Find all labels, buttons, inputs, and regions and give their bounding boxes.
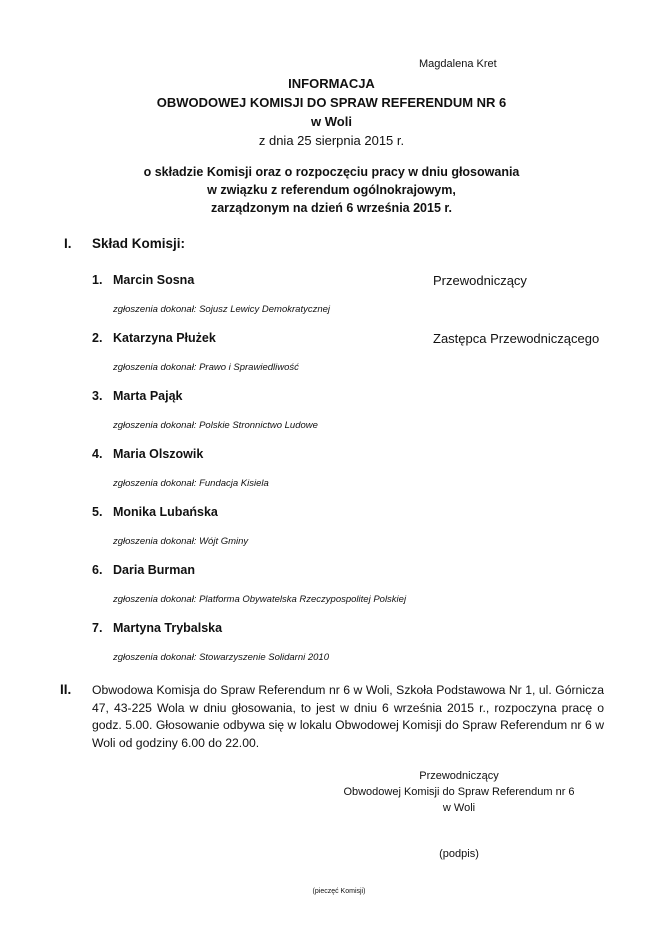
member-role: Przewodniczący [433,273,527,288]
member-name: Martyna Trybalska [113,621,223,635]
signature-placeholder: (podpis) [439,848,479,860]
member-submitter: zgłoszenia dokonał: Wójt Gminy [113,536,249,547]
member-number: 3. [92,389,103,403]
member-number: 4. [92,447,103,461]
subtitle-line-3: zarządzonym na dzień 6 września 2015 r. [210,201,453,215]
signature-location: w Woli [442,802,476,814]
member-name: Monika Lubańska [113,505,218,519]
member-name: Marta Pająk [113,389,183,403]
member-role: Zastępca Przewodniczącego [433,331,600,346]
member-name: Katarzyna Płużek [113,331,216,345]
member-name: Maria Olszowik [113,447,204,461]
stamp-placeholder: (pieczęć Komisji) [312,888,366,895]
subtitle-line-2: w związku z referendum ogólnokrajowym, [207,183,456,197]
member-number: 5. [92,505,103,519]
author-name: Magdalena Kret [419,58,497,70]
commission-name: OBWODOWEJ KOMISJI DO SPRAW REFERENDUM NR 6 [156,95,507,110]
section-1-number: I. [64,236,72,251]
section-2-text: Obwodowa Komisja do Spraw Referendum nr 6 w Woli, Szkoła Podstawowa Nr 1, ul. Górnicza 47, 43-225 Wola w dniu głosowania, to jest w dniu 6 września 2015 r., rozpoczyna pracę o godz. 5.00. Głosowanie odbywa się w lokalu Obwodowej Komisji do Spraw Referendum nr 6 w Woli od godziny 6.00 do 22.00. [92,683,604,750]
member-number: 1. [92,273,103,287]
signature-commission: Obwodowej Komisji do Spraw Referendum nr 6 [343,786,575,798]
member-name: Marcin Sosna [113,273,195,287]
member-submitter: zgłoszenia dokonał: Stowarzyszenie Solidarni 2010 [113,652,329,663]
member-submitter: zgłoszenia dokonał: Sojusz Lewicy Demokratycznej [113,304,331,315]
subtitle-line-1: o składzie Komisji oraz o rozpoczęciu pracy w dniu głosowania [143,165,520,179]
member-name: Daria Burman [113,563,195,577]
section-2-number: II. [60,682,72,697]
signature-title: Przewodniczący [419,770,499,782]
member-submitter: zgłoszenia dokonał: Prawo i Sprawiedliwość [113,362,299,373]
document-title: INFORMACJA [288,76,375,91]
member-submitter: zgłoszenia dokonał: Fundacja Kisiela [113,478,269,489]
member-number: 6. [92,563,103,577]
commission-location: w Woli [311,114,352,129]
member-number: 7. [92,621,103,635]
section-1-title: Skład Komisji: [92,236,186,251]
member-submitter: zgłoszenia dokonał: Polskie Stronnictwo Ludowe [113,420,318,431]
member-submitter: zgłoszenia dokonał: Platforma Obywatelska Rzeczypospolitej Polskiej [113,594,407,605]
member-number: 2. [92,331,103,345]
document-date: z dnia 25 sierpnia 2015 r. [258,133,405,148]
